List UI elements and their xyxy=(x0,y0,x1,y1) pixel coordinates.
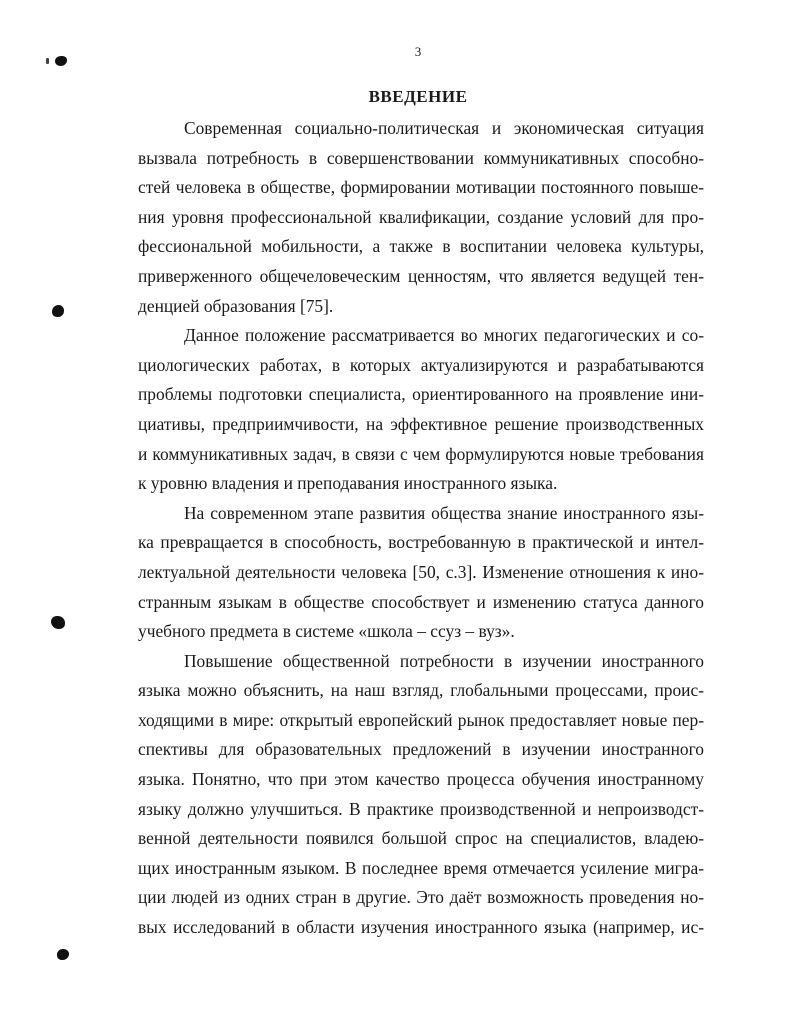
paragraph xyxy=(138,321,704,499)
text-line: ходящими в мире: открытый европейский рынок предоставляет новые пер- xyxy=(138,709,704,730)
text-line: Современная социально-политическая и экономическая ситуация xyxy=(184,118,704,138)
paragraph xyxy=(138,647,704,943)
text-line: ка превращается в способность, востребованную в практической и интел- xyxy=(138,532,704,553)
page-number: 3 xyxy=(414,44,422,59)
scan-mark xyxy=(46,58,49,64)
paragraph xyxy=(138,114,704,321)
text-line: странным языкам в обществе способствует и изменению статуса данного xyxy=(138,591,704,612)
paragraph xyxy=(138,499,704,647)
text-line: циативы, предприимчивости, на эффективное решение производственных xyxy=(138,413,704,434)
text-line: языку должно улучшиться. В практике производственной и непроизводст- xyxy=(138,798,704,819)
text-line: языка можно объяснить, на наш взгляд, глобальными процессами, проис- xyxy=(138,680,704,701)
text-line: вызвала потребность в совершенствовании коммуникативных способно- xyxy=(138,147,704,168)
text-line: ния уровня профессиональной квалификации, создание условий для про- xyxy=(138,206,704,227)
text-line: На современном этапе развития общества знание иностранного язы- xyxy=(184,502,704,523)
text-line: щих иностранным языком. В последнее время отмечается усиление мигра- xyxy=(138,857,704,878)
text-line: венной деятельности появился большой спрос на специалистов, владею- xyxy=(138,828,704,849)
text-line: к уровню владения и преподавания иностранного языка. xyxy=(138,473,558,494)
page-title: ВВЕДЕНИЕ xyxy=(368,87,468,106)
body-text xyxy=(138,114,704,943)
text-line: языка. Понятно, что при этом качество процесса обучения иностранному xyxy=(138,769,704,790)
scan-mark xyxy=(55,56,67,66)
text-line: и коммуникативных задач, в связи с чем формулируются новые требования xyxy=(138,443,704,464)
text-line: приверженного общечеловеческим ценностям, что является ведущей тен- xyxy=(138,265,704,286)
text-line: стей человека в обществе, формировании мотивации постоянного повыше- xyxy=(138,177,704,198)
text-line: денцией образования [75]. xyxy=(138,295,334,316)
scan-mark xyxy=(57,949,69,960)
scan-mark xyxy=(52,305,64,317)
text-line: фессиональной мобильности, а также в воспитании человека культуры, xyxy=(138,236,704,257)
text-line: проблемы подготовки специалиста, ориентированного на проявление ини- xyxy=(138,384,704,405)
text-line: Данное положение рассматривается во многих педагогических и со- xyxy=(184,325,704,346)
text-line: ции людей из одних стран в другие. Это даёт возможность проведения но- xyxy=(138,887,704,908)
text-line: Повышение общественной потребности в изучении иностранного xyxy=(184,650,704,671)
text-line: спективы для образовательных предложений в изучении иностранного xyxy=(138,739,704,760)
text-line: лектуальной деятельности человека [50, с.3]. Изменение отношения к ино- xyxy=(138,561,704,582)
text-line: вых исследований в области изучения иностранного языка (например, ис- xyxy=(138,917,704,938)
text-line: учебного предмета в системе «школа – ссуз – вуз». xyxy=(138,621,515,642)
scan-mark xyxy=(51,616,65,629)
text-line: циологических работах, в которых актуализируются и разрабатываются xyxy=(138,354,704,375)
